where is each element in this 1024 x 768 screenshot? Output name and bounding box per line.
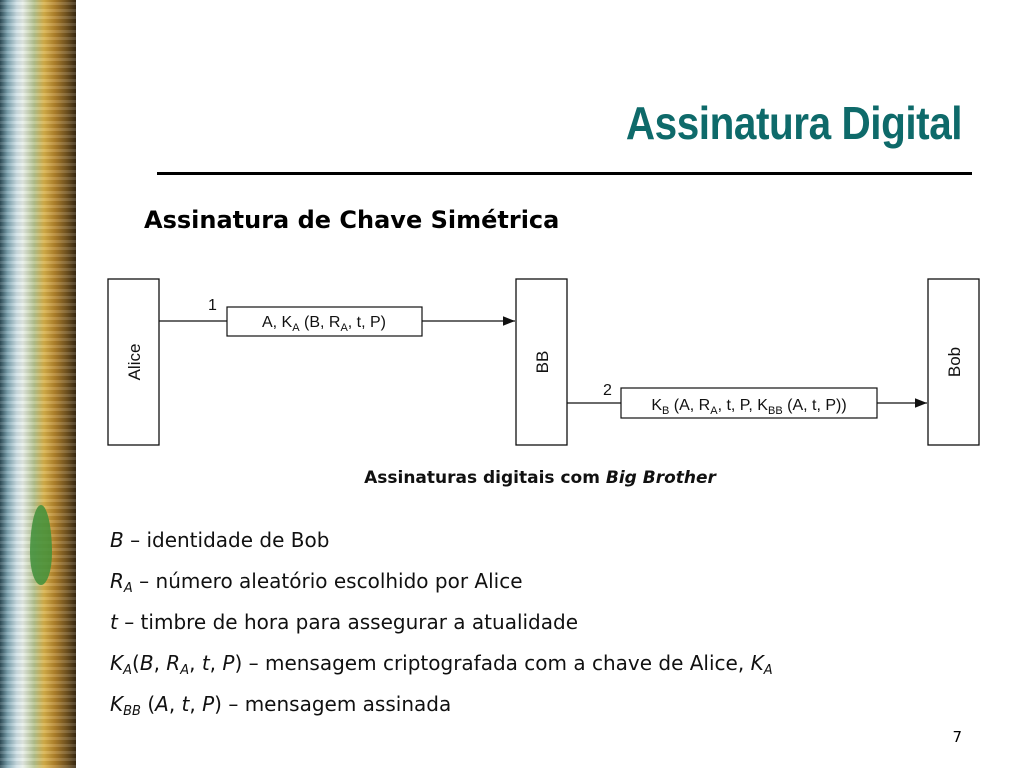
slide-title: Assinatura Digital — [625, 97, 962, 149]
page-number: 7 — [952, 728, 962, 746]
diagram-caption: Assinaturas digitais com Big Brother — [364, 468, 716, 488]
step-1-label: 1 — [208, 297, 217, 314]
leaf-decoration — [30, 505, 52, 585]
step-2-label: 2 — [603, 382, 612, 399]
definition-ra: $R_A$ – número aleatório escolhido por Alice — [110, 569, 523, 596]
title-divider — [157, 172, 972, 175]
definition-b: B – identidade de Bob — [110, 528, 330, 552]
message-1-text: A, $K_A$ (B, $R_A$, t, P) — [261, 314, 387, 334]
caption-italic: Big Brother — [605, 468, 716, 488]
definitions-list — [110, 520, 773, 725]
message-2-text: $K_B$ (A, $R_A$, t, P, $K_{BB}$ (A, t, P)) — [651, 397, 847, 417]
decorative-side-band — [0, 0, 76, 768]
definition-kbb: $K_{BB}$ (A, t, P) – mensagem assinada — [110, 692, 452, 719]
bb-label: BB — [533, 350, 552, 374]
definition-t: t – timbre de hora para assegurar a atualidade — [110, 610, 579, 634]
slide-subtitle: Assinatura de Chave Simétrica — [144, 206, 560, 234]
definition-ka: $K_A(B$, $R_A$, t, P) – mensagem criptografada com a chave de Alice, $K_A$ — [110, 651, 773, 678]
protocol-diagram — [100, 270, 990, 455]
bob-label: Bob — [945, 346, 964, 378]
alice-label: Alice — [125, 343, 144, 381]
